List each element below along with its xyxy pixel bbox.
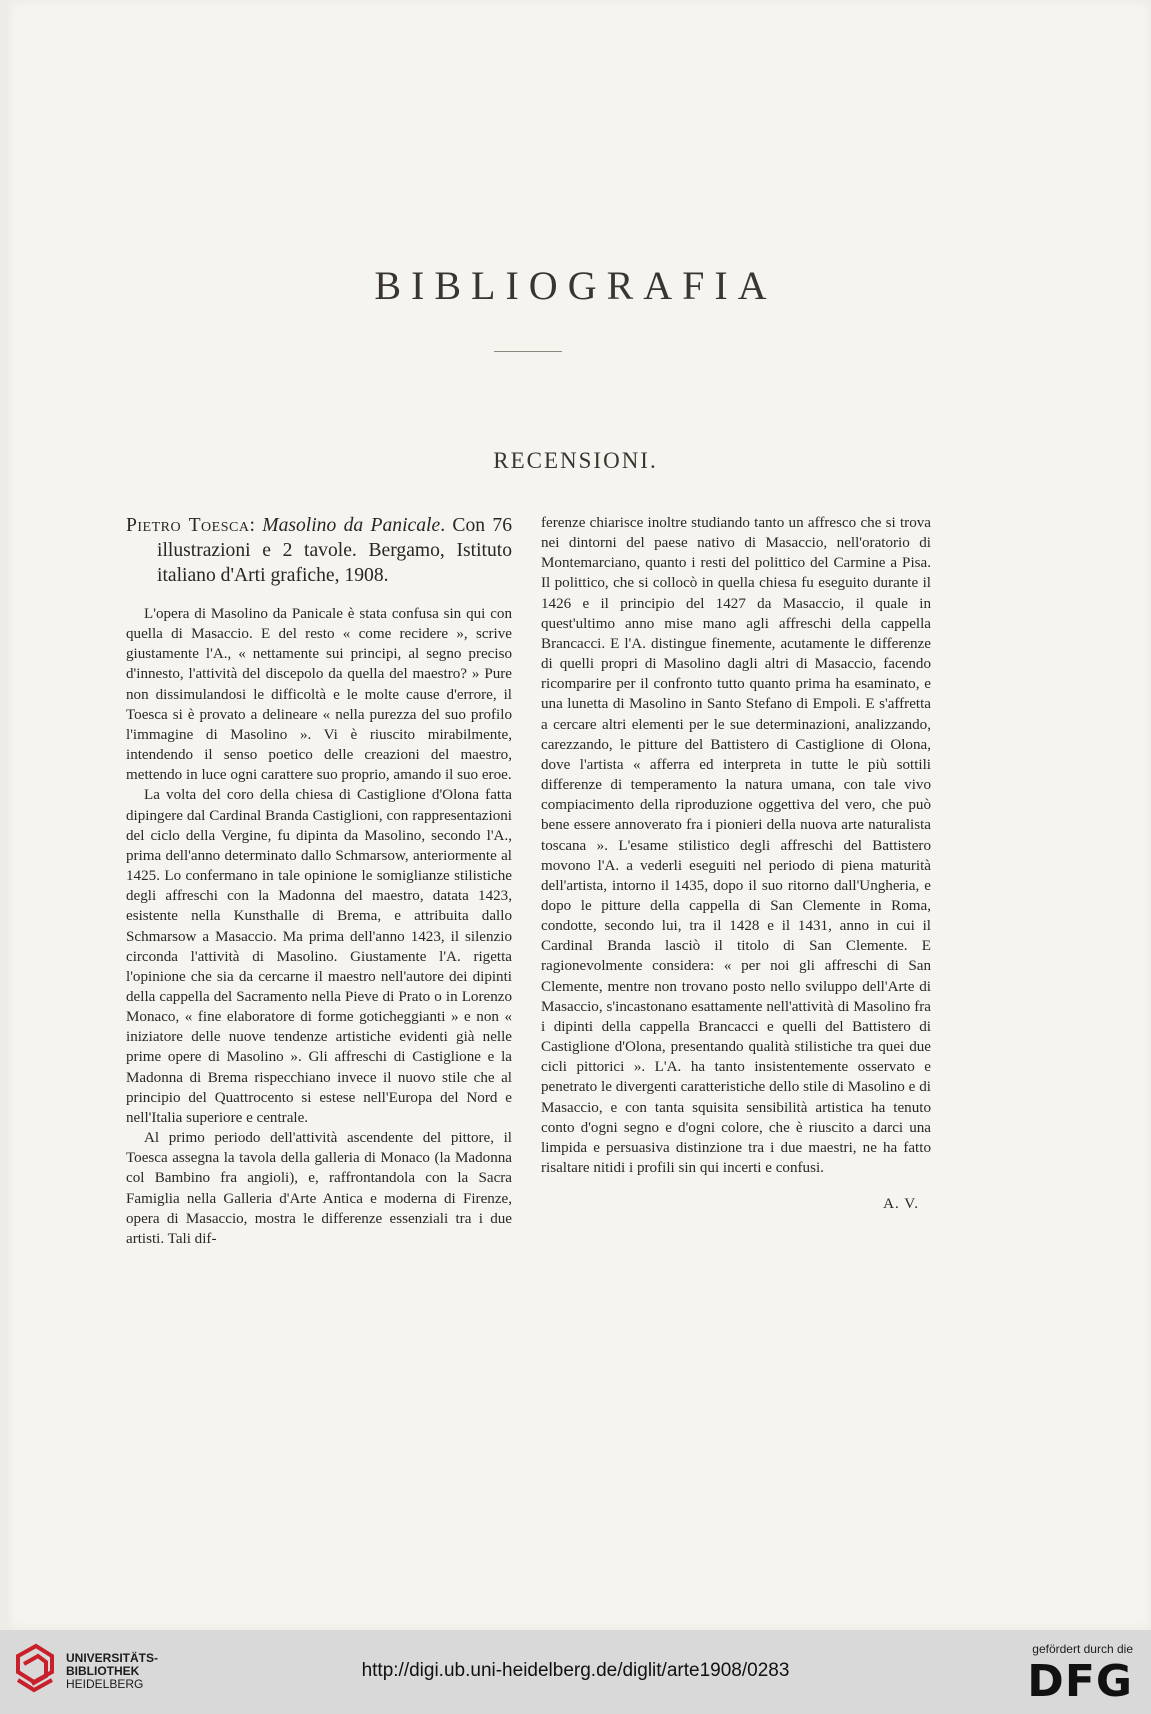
title-divider — [494, 351, 562, 352]
right-paragraph-1: ferenze chiarisce inoltre studiando tanto un affresco che si trova nei dintorni del paese nativo di Masaccio, nell'oratorio di Montemarciano, quanto i resti del polittico del Carmine a Pisa. Il polittico, che si collocò in quella chiesa fu eseguito durante il 1426 e il principio del 1427 da Masaccio, il quale in quest'ultimo anno mise mano agli affreschi della cappella Brancacci. E l'A. distingue finemente, acutamente le differenze di quelli propri di Masolino dagli altri di Masaccio, facendo ricomparire per il confronto tutto quanto prima ha esaminato, e una lunetta di Masolino in Santo Stefano di Empoli. E s'affretta a cercare altri elementi per le sue determinazioni, analizzando, carezzando, le pitture del Battistero di Castiglione di Olona, dove l'artista « afferra ed interpreta in tutte le più sottili differenze di temperamento la natura umana, con tale vivo compiacimento della riproduzione oggettiva del vero, che può bene essere annoverato fra i pionieri della nuova arte naturalista toscana ». L'esame stilistico degli affreschi del Battistero movono l'A. a vederli eseguiti nel periodo di piena maturità dell'artista, intorno il 1435, dopo il suo ritorno dall'Ungheria, e dopo le pitture della cappella di San Clemente in Roma, condotte, secondo lui, tra il 1428 e il 1431, anno in cui il Cardinal Branda lasciò il titolo di San Clemente. E ragionevolmente considera: « per noi gli affreschi di San Clemente, mentre non trovano posto nello sviluppo dell'Arte di Masaccio, s'incastonano esattamente nell'attività di Masolino fra i dipinti della cappella Brancacci e quelli del Battistero di Castiglione d'Olona, presentando qualità stilistiche tra quei due cicli pittorici ». L'A. ha tanto insistentemente osservato e penetrato le divergenti caratteristiche dello stile di Masolino e di Masaccio, e con tanta squisita sensibilità artistica ha tenuto conto d'ogni segno e d'ogni colore, che è riuscito a darci una limpida e persuasiva distinzione tra i due maestri, ne ha fatto risaltare nitidi i profili sin qui incerti e confusi. — [541, 515, 931, 1176]
library-name-line2: BIBLIOTHEK — [66, 1664, 140, 1678]
section-title: BIBLIOGRAFIA — [374, 263, 777, 308]
left-paragraph-3: Al primo periodo dell'attività ascendente del pittore, il Toesca assegna la tavola della galleria di Monaco (la Madonna col Bambino fra angioli), e, raffrontandola con la Sacra Famiglia nella Galleria d'Arte Antica e moderna di Firenze, opera di Masaccio, mostra le differenze essenziali tra i due artisti. Tali dif- — [126, 1130, 512, 1247]
dfg-logo: DFG — [1027, 1656, 1133, 1707]
review-author-separator: : — [249, 515, 263, 536]
left-column — [126, 513, 512, 1249]
library-name-line3: HEIDELBERG — [66, 1677, 144, 1691]
review-author: Pietro Toesca — [126, 515, 250, 536]
review-heading — [126, 513, 512, 588]
funding-label: gefördert durch die — [1032, 1642, 1133, 1656]
library-name-line1: UNIVERSITÄTS- — [66, 1651, 159, 1665]
section-subtitle: RECENSIONI. — [493, 448, 658, 473]
review-book-title: Masolino da Panicale — [262, 515, 441, 536]
footer-bar — [0, 1630, 1151, 1714]
review-signature: A. V. — [883, 1196, 919, 1213]
source-url-link[interactable]: http://digi.ub.uni-heidelberg.de/diglit/arte1908/0283 — [361, 1660, 790, 1681]
left-paragraph-2: La volta del coro della chiesa di Castiglione d'Olona fatta dipingere dal Cardinal Branda Castiglioni, con rappresentazioni del ciclo della Vergine, fu dipinta da Masolino, secondo l'A., prima dell'anno determinato dallo Schmarsow, anteriormente al 1425. Lo confermano in tale opinione le somiglianze stilistiche degli affreschi con la Madonna del maestro, datata 1423, esistente nella Kunsthalle di Brema, e attribuita dallo Schmarsow a Masaccio. Ma prima dell'anno 1423, il silenzio circonda l'attività di Masolino. Giustamente l'A. rigetta l'opinione che sia da cercarne il maestro nell'autore dei dipinti della cappella del Sacramento nella Pieve di Prato o in Lorenzo Monaco, « fine elaboratore di forme goticheggianti » e non « iniziatore delle nuove tendenze artistiche evidenti già nelle prime opere di Masolino ». Gli affreschi di Castiglione e la Madonna di Brema rispecchiano invece il nuovo stile che al principio del Quattrocento si estese nell'Europa del Nord e nell'Italia superiore e centrale. — [126, 787, 512, 1126]
left-paragraph-1: L'opera di Masolino da Panicale è stata confusa sin qui con quella di Masaccio. E del resto « come recidere », scrive giustamente l'A., « nettamente sui principi, al segno preciso d'innesto, l'attività del discepolo da quella del maestro? » Pure non dissimulandosi le difficoltà e le molte cause d'errore, il Toesca si è provato a delineare « nella purezza del suo profilo l'immagine di Masolino ». Vi è riuscito mirabilmente, intendendo il senso poetico delle creazioni del maestro, mettendo in luce ogni carattere suo proprio, amando il suo eroe. — [126, 606, 512, 784]
right-column — [541, 513, 931, 1214]
review-book-details: . Con 76 illustrazioni e 2 tavole. Bergamo, Istituto italiano d'Arti grafiche, 1908. — [157, 515, 513, 586]
